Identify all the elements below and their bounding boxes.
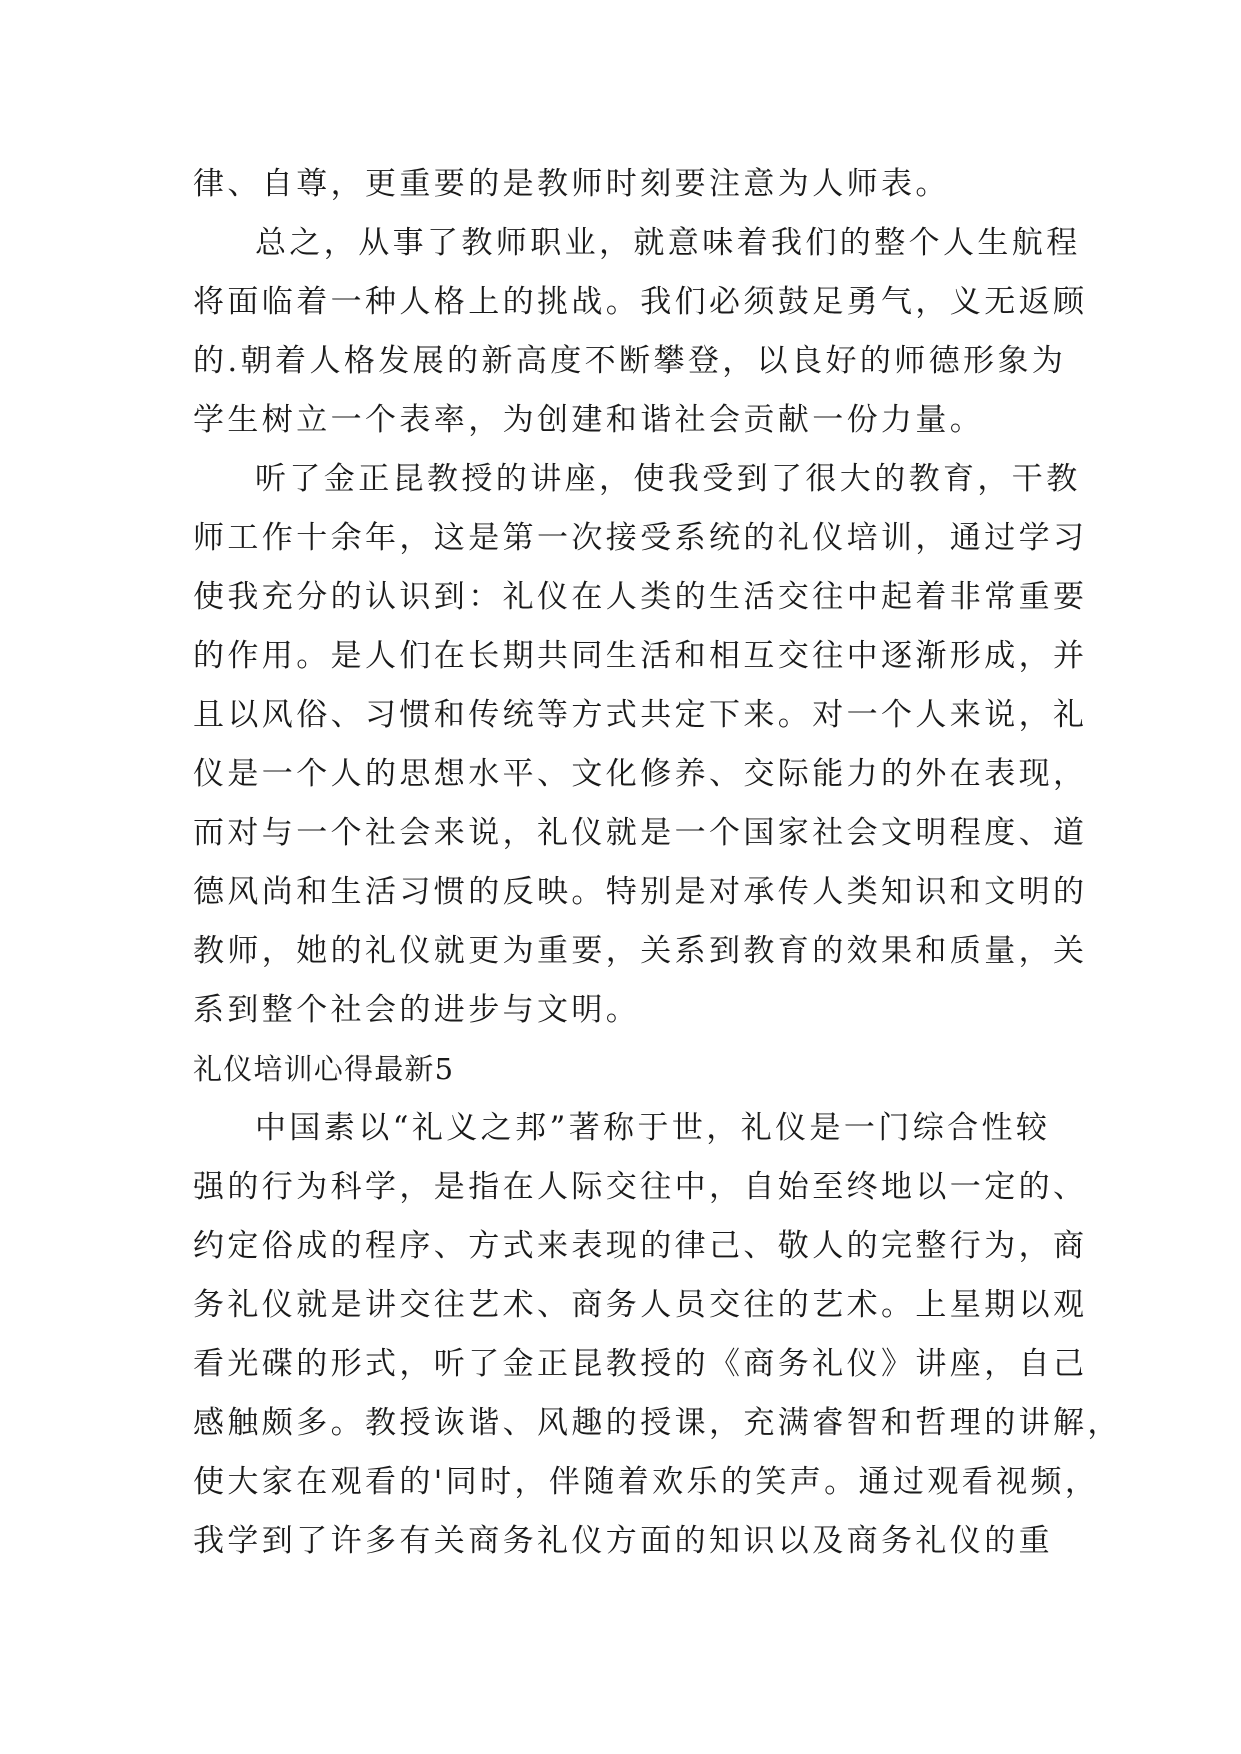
text-line: 学生树立一个表率，为创建和谐社会贡献一份力量。 (193, 402, 985, 438)
text-line: 德风尚和生活习惯的反映。特别是对承传人类知识和文明的 (193, 874, 1088, 910)
text-line: 强的行为科学，是指在人际交往中，自始至终地以一定的、 (193, 1169, 1088, 1205)
text-line: 听了金正昆教授的讲座，使我受到了很大的教育，干教 (255, 461, 1081, 497)
text-line: 看光碟的形式，听了金正昆教授的《商务礼仪》讲座，自己 (193, 1346, 1088, 1382)
section-heading: 礼仪培训心得最新5 (193, 1052, 455, 1086)
text-line: 使大家在观看的'同时，伴随着欢乐的笑声。通过观看视频， (193, 1464, 1100, 1500)
text-line: 感触颇多。教授诙谐、风趣的授课，充满睿智和哲理的讲解， (193, 1405, 1122, 1441)
text-line: 师工作十余年，这是第一次接受系统的礼仪培训，通过学习 (193, 520, 1088, 556)
text-line: 约定俗成的程序、方式来表现的律己、敬人的完整行为，商 (193, 1228, 1088, 1264)
text-line: 将面临着一种人格上的挑战。我们必须鼓足勇气，义无返顾 (193, 284, 1088, 320)
text-line: 中国素以“礼义之邦”著称于世，礼仪是一门综合性较 (255, 1110, 1051, 1146)
text-line: 的作用。是人们在长期共同生活和相互交往中逐渐形成，并 (193, 638, 1088, 674)
text-line: 律、自尊，更重要的是教师时刻要注意为人师表。 (193, 166, 950, 202)
text-line: 仪是一个人的思想水平、文化修养、交际能力的外在表现， (193, 756, 1088, 792)
text-line: 的.朝着人格发展的新高度不断攀登，以良好的师德形象为 (193, 343, 1067, 379)
text-line: 务礼仪就是讲交往艺术、商务人员交往的艺术。上星期以观 (193, 1287, 1088, 1323)
text-line: 总之，从事了教师职业，就意味着我们的整个人生航程 (255, 225, 1081, 261)
text-line: 而对与一个社会来说，礼仪就是一个国家社会文明程度、道 (193, 815, 1088, 851)
text-line: 使我充分的认识到：礼仪在人类的生活交往中起着非常重要 (193, 579, 1088, 615)
text-line: 教师，她的礼仪就更为重要，关系到教育的效果和质量，关 (193, 933, 1088, 969)
text-line: 系到整个社会的进步与文明。 (193, 992, 641, 1028)
text-line: 我学到了许多有关商务礼仪方面的知识以及商务礼仪的重 (193, 1523, 1053, 1559)
text-line: 且以风俗、习惯和传统等方式共定下来。对一个人来说，礼 (193, 697, 1088, 733)
